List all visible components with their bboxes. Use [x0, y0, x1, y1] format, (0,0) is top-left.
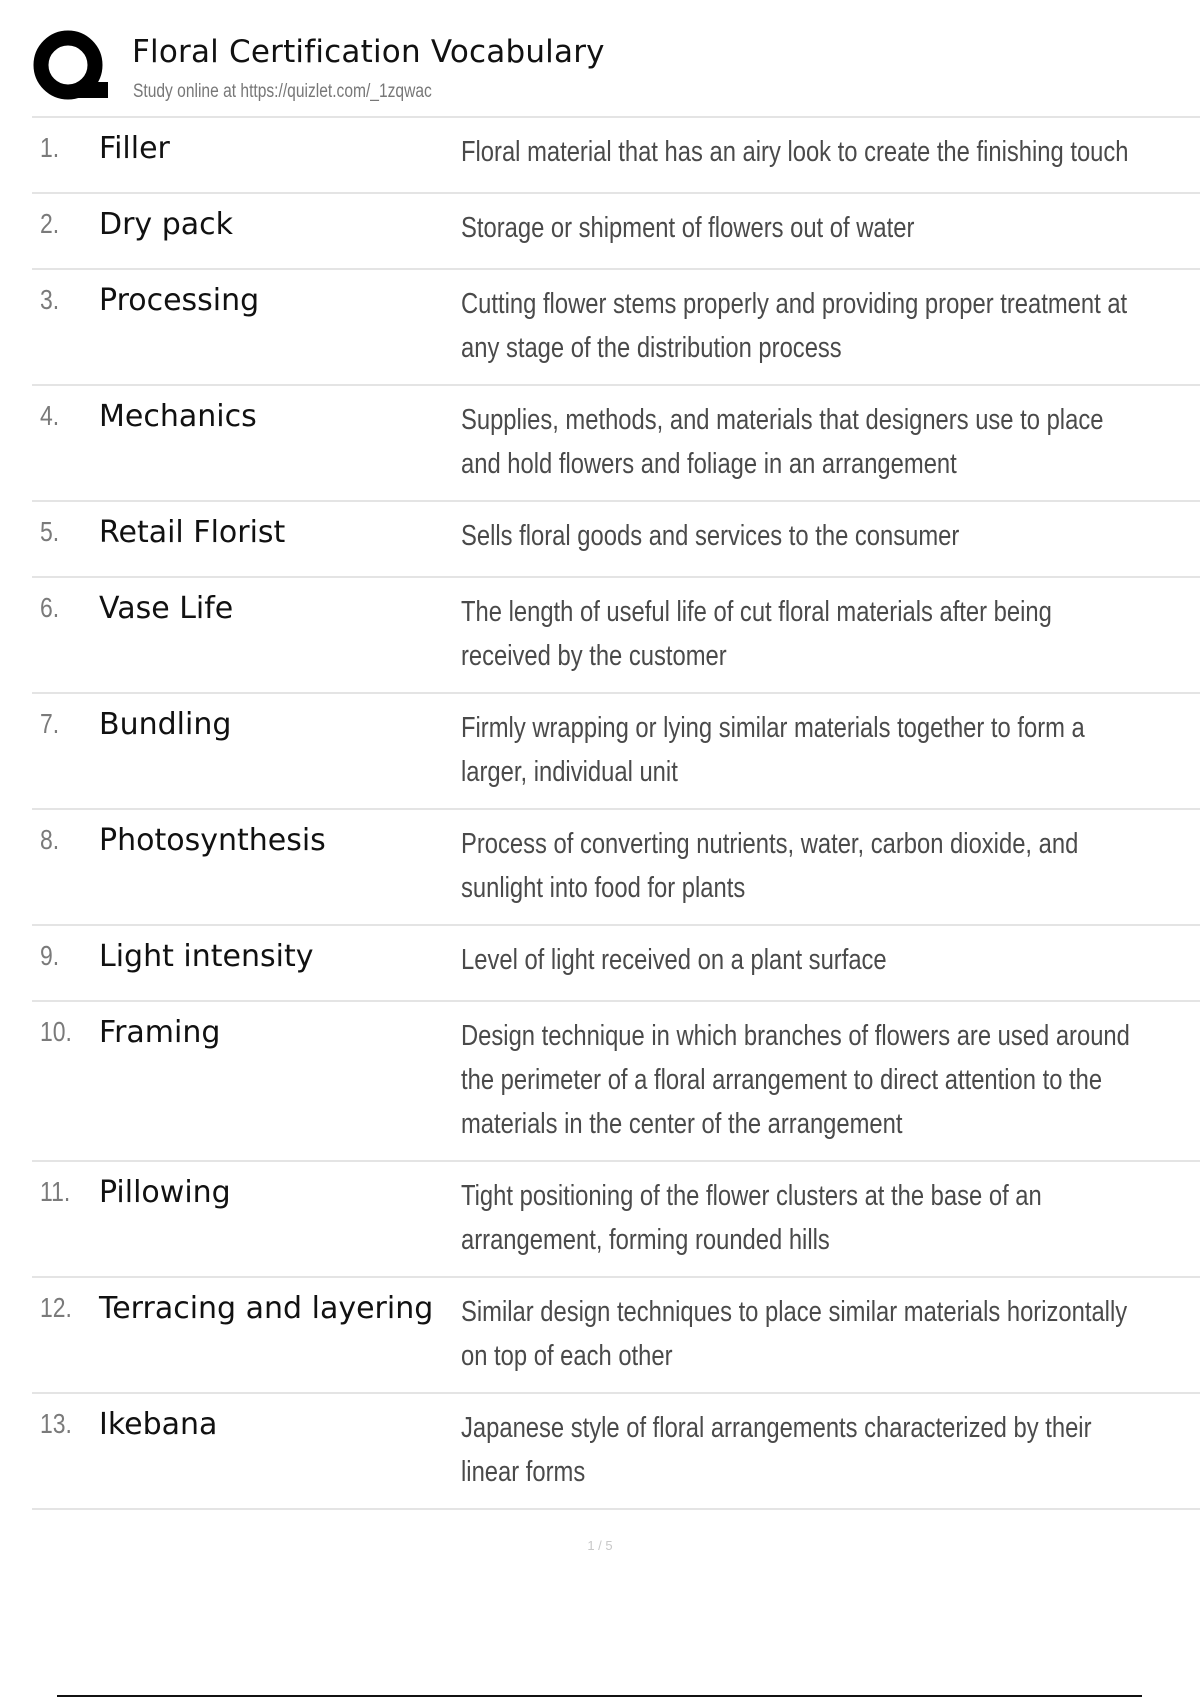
term-number: 10.	[40, 1016, 72, 1047]
vocab-row	[32, 810, 1200, 926]
term-word: Retail Florist	[99, 515, 286, 550]
term-number: 1.	[40, 132, 60, 163]
study-online-link[interactable]: Study online at https://quizlet.com/_1zqwac	[133, 81, 432, 102]
term-definition: Firmly wrapping or lying similar materials together to form a larger, individual unit	[461, 712, 1085, 788]
term-definition: Process of converting nutrients, water, carbon dioxide, and sunlight into food for plants	[461, 828, 1079, 904]
quizlet-logo-icon	[32, 28, 110, 108]
term-word: Terracing and layering	[99, 1291, 434, 1326]
term-word: Processing	[99, 283, 260, 318]
term-word: Framing	[99, 1015, 221, 1050]
term-word: Bundling	[99, 707, 232, 742]
term-number: 13.	[40, 1408, 72, 1439]
vocabulary-list	[32, 116, 1200, 1510]
term-number: 6.	[40, 592, 60, 623]
term-number: 9.	[40, 940, 60, 971]
term-definition: The length of useful life of cut floral materials after being received by the customer	[461, 596, 1052, 672]
vocab-row	[32, 1162, 1200, 1278]
vocab-row	[32, 386, 1200, 502]
vocab-row	[32, 1002, 1200, 1162]
term-word: Mechanics	[99, 399, 257, 434]
term-word: Dry pack	[99, 207, 234, 242]
term-word: Photosynthesis	[99, 823, 326, 858]
term-number: 5.	[40, 516, 60, 547]
vocab-row	[32, 1394, 1200, 1510]
vocab-row	[32, 270, 1200, 386]
term-number: 3.	[40, 284, 60, 315]
term-number: 11.	[40, 1176, 71, 1207]
term-number: 12.	[40, 1292, 72, 1323]
page-header	[32, 28, 1200, 112]
term-number: 2.	[40, 208, 60, 239]
term-number: 8.	[40, 824, 60, 855]
term-definition: Japanese style of floral arrangements characterized by their linear forms	[461, 1412, 1092, 1488]
vocab-row	[32, 194, 1200, 270]
term-word: Pillowing	[99, 1175, 231, 1210]
term-number: 7.	[40, 708, 60, 739]
vocab-row	[32, 118, 1200, 194]
vocab-row	[32, 578, 1200, 694]
vocab-row	[32, 1278, 1200, 1394]
term-definition: Design technique in which branches of flowers are used around the perimeter of a floral arrangement to direct attention to the materials in the center of the arrangement	[461, 1020, 1130, 1140]
term-word: Light intensity	[99, 939, 314, 974]
document-title: Floral Certification Vocabulary	[132, 34, 605, 70]
vocab-row	[32, 926, 1200, 1002]
term-definition: Level of light received on a plant surface	[461, 944, 887, 976]
term-definition: Supplies, methods, and materials that designers use to place and hold flowers and foliage in an arrangement	[461, 404, 1104, 480]
page-bottom-divider	[57, 1695, 1142, 1697]
term-word: Ikebana	[99, 1407, 218, 1442]
term-word: Vase Life	[99, 591, 234, 626]
term-definition: Storage or shipment of flowers out of water	[461, 212, 915, 244]
term-word: Filler	[99, 131, 170, 166]
term-definition: Similar design techniques to place similar materials horizontally on top of each other	[461, 1296, 1128, 1372]
page-number: 1 / 5	[587, 1538, 613, 1553]
term-number: 4.	[40, 400, 60, 431]
vocab-row	[32, 502, 1200, 578]
term-definition: Tight positioning of the flower clusters at the base of an arrangement, forming rounded hills	[461, 1180, 1042, 1256]
term-definition: Cutting flower stems properly and providing proper treatment at any stage of the distribution process	[461, 288, 1128, 364]
term-definition: Sells floral goods and services to the consumer	[461, 520, 960, 552]
term-definition: Floral material that has an airy look to create the finishing touch	[461, 136, 1129, 168]
vocab-row	[32, 694, 1200, 810]
